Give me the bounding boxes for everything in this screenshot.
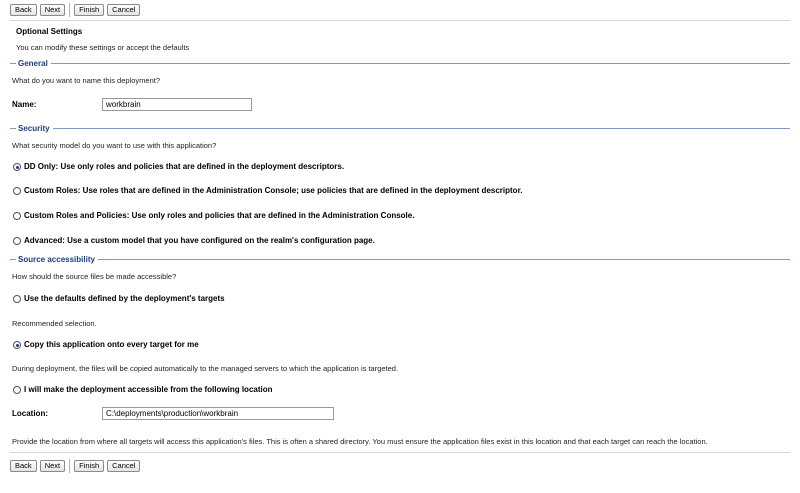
radio-button[interactable] (13, 386, 21, 394)
location-input[interactable] (102, 407, 334, 420)
bottom-button-bar (10, 459, 143, 473)
source-option-note: Recommended selection. (12, 319, 97, 328)
back-button[interactable]: Back (10, 460, 37, 472)
optional-settings-subtitle: You can modify these settings or accept the defaults (16, 43, 190, 52)
source-option-label: I will make the deployment accessible from the following location (24, 385, 273, 394)
source-option-manual-location[interactable] (13, 385, 273, 394)
security-option-advanced[interactable] (13, 236, 375, 245)
security-option-custom-roles[interactable] (13, 186, 522, 195)
back-button[interactable]: Back (10, 4, 37, 16)
source-option-note: During deployment, the files will be copied automatically to the managed servers to which the application is targeted. (12, 364, 399, 373)
next-button[interactable]: Next (40, 460, 65, 472)
next-button[interactable]: Next (40, 4, 65, 16)
top-divider (10, 20, 790, 21)
source-option-label: Use the defaults defined by the deployment's targets (24, 294, 225, 303)
bottom-divider (10, 452, 790, 453)
general-section-title: General (18, 58, 48, 68)
name-input[interactable] (102, 98, 252, 111)
radio-button[interactable] (13, 295, 21, 303)
cancel-button[interactable]: Cancel (107, 4, 140, 16)
security-option-dd-only[interactable] (13, 162, 344, 171)
radio-button[interactable] (13, 341, 21, 349)
security-option-label: Custom Roles: Use roles that are defined in the Administration Console; use policies that are defined in the deployment descriptor. (24, 186, 523, 195)
source-section-title: Source accessibility (18, 254, 95, 264)
finish-button[interactable]: Finish (74, 460, 104, 472)
top-button-bar (10, 3, 143, 17)
source-option-label: Copy this application onto every target for me (24, 340, 199, 349)
general-section-header (10, 58, 790, 68)
optional-settings-title: Optional Settings (16, 27, 83, 36)
location-label: Location: (12, 409, 48, 418)
radio-button[interactable] (13, 163, 21, 171)
security-section-header (10, 123, 790, 133)
radio-button[interactable] (13, 187, 21, 195)
source-option-copy[interactable] (13, 340, 199, 349)
name-label: Name: (12, 100, 37, 109)
source-question: How should the source files be made accessible? (12, 272, 177, 281)
deployment-assistant (4, 0, 796, 490)
security-option-custom-roles-policies[interactable] (13, 211, 414, 220)
source-section-header (10, 254, 790, 264)
security-option-label: Custom Roles and Policies: Use only roles and policies that are defined in the Administration Console. (24, 211, 415, 220)
cancel-button[interactable]: Cancel (107, 460, 140, 472)
radio-button[interactable] (13, 212, 21, 220)
button-separator (69, 3, 70, 17)
security-question: What security model do you want to use with this application? (12, 141, 217, 150)
security-section-title: Security (18, 123, 50, 133)
general-question: What do you want to name this deployment? (12, 76, 161, 85)
radio-button[interactable] (13, 237, 21, 245)
finish-button[interactable]: Finish (74, 4, 104, 16)
security-option-label: DD Only: Use only roles and policies that are defined in the deployment descriptors. (24, 162, 345, 171)
security-option-label: Advanced: Use a custom model that you have configured on the realm's configuration page. (24, 236, 375, 245)
source-option-defaults[interactable] (13, 294, 225, 303)
location-help-text: Provide the location from where all targets will access this application's files. This is often a shared directory. You must ensure the application files exist in this location and that each target can reach the location. (12, 437, 708, 446)
button-separator (69, 459, 70, 473)
